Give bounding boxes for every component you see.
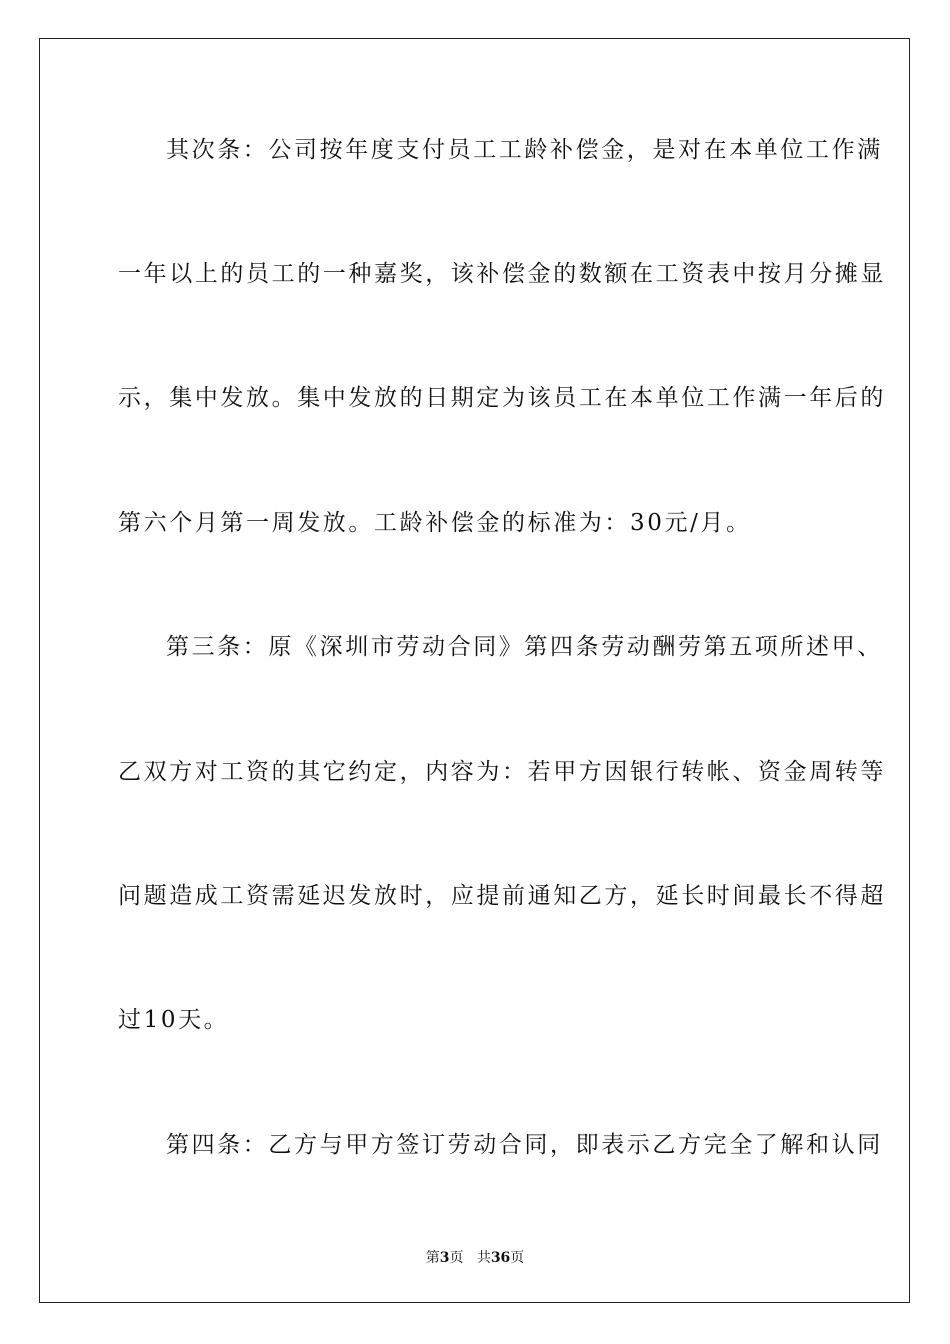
page-border <box>39 38 910 1303</box>
paragraph-line: 示，集中发放。集中发放的日期定为该员工在本单位工作满一年后的 <box>118 385 886 411</box>
total-prefix: 共 <box>476 1250 491 1266</box>
page-suffix: 页 <box>449 1250 464 1266</box>
paragraph-line: 第六个月第一周发放。工龄补偿金的标准为：30元/月。 <box>118 510 752 536</box>
total-pages: 36 <box>490 1250 511 1266</box>
paragraph-line: 其次条：公司按年度支付员工工龄补偿金，是对在本单位工作满 <box>166 137 883 163</box>
paragraph-line: 第四条：乙方与甲方签订劳动合同，即表示乙方完全了解和认同 <box>166 1132 883 1158</box>
paragraph-line: 乙双方对工资的其它约定，内容为：若甲方因银行转帐、资金周转等 <box>118 759 886 785</box>
total-suffix: 页 <box>510 1250 525 1266</box>
paragraph-line: 问题造成工资需延迟发放时，应提前通知乙方，延长时间最长不得超 <box>118 883 886 909</box>
paragraph-line: 第三条：原《深圳市劳动合同》第四条劳动酬劳第五项所述甲、 <box>166 634 883 660</box>
page-prefix: 第 <box>425 1250 440 1266</box>
paragraph-line: 一年以上的员工的一种嘉奖，该补偿金的数额在工资表中按月分摊显 <box>118 261 886 287</box>
page-number: 3 <box>439 1250 450 1266</box>
paragraph-line: 过10天。 <box>118 1007 230 1033</box>
page-footer <box>0 1248 950 1268</box>
